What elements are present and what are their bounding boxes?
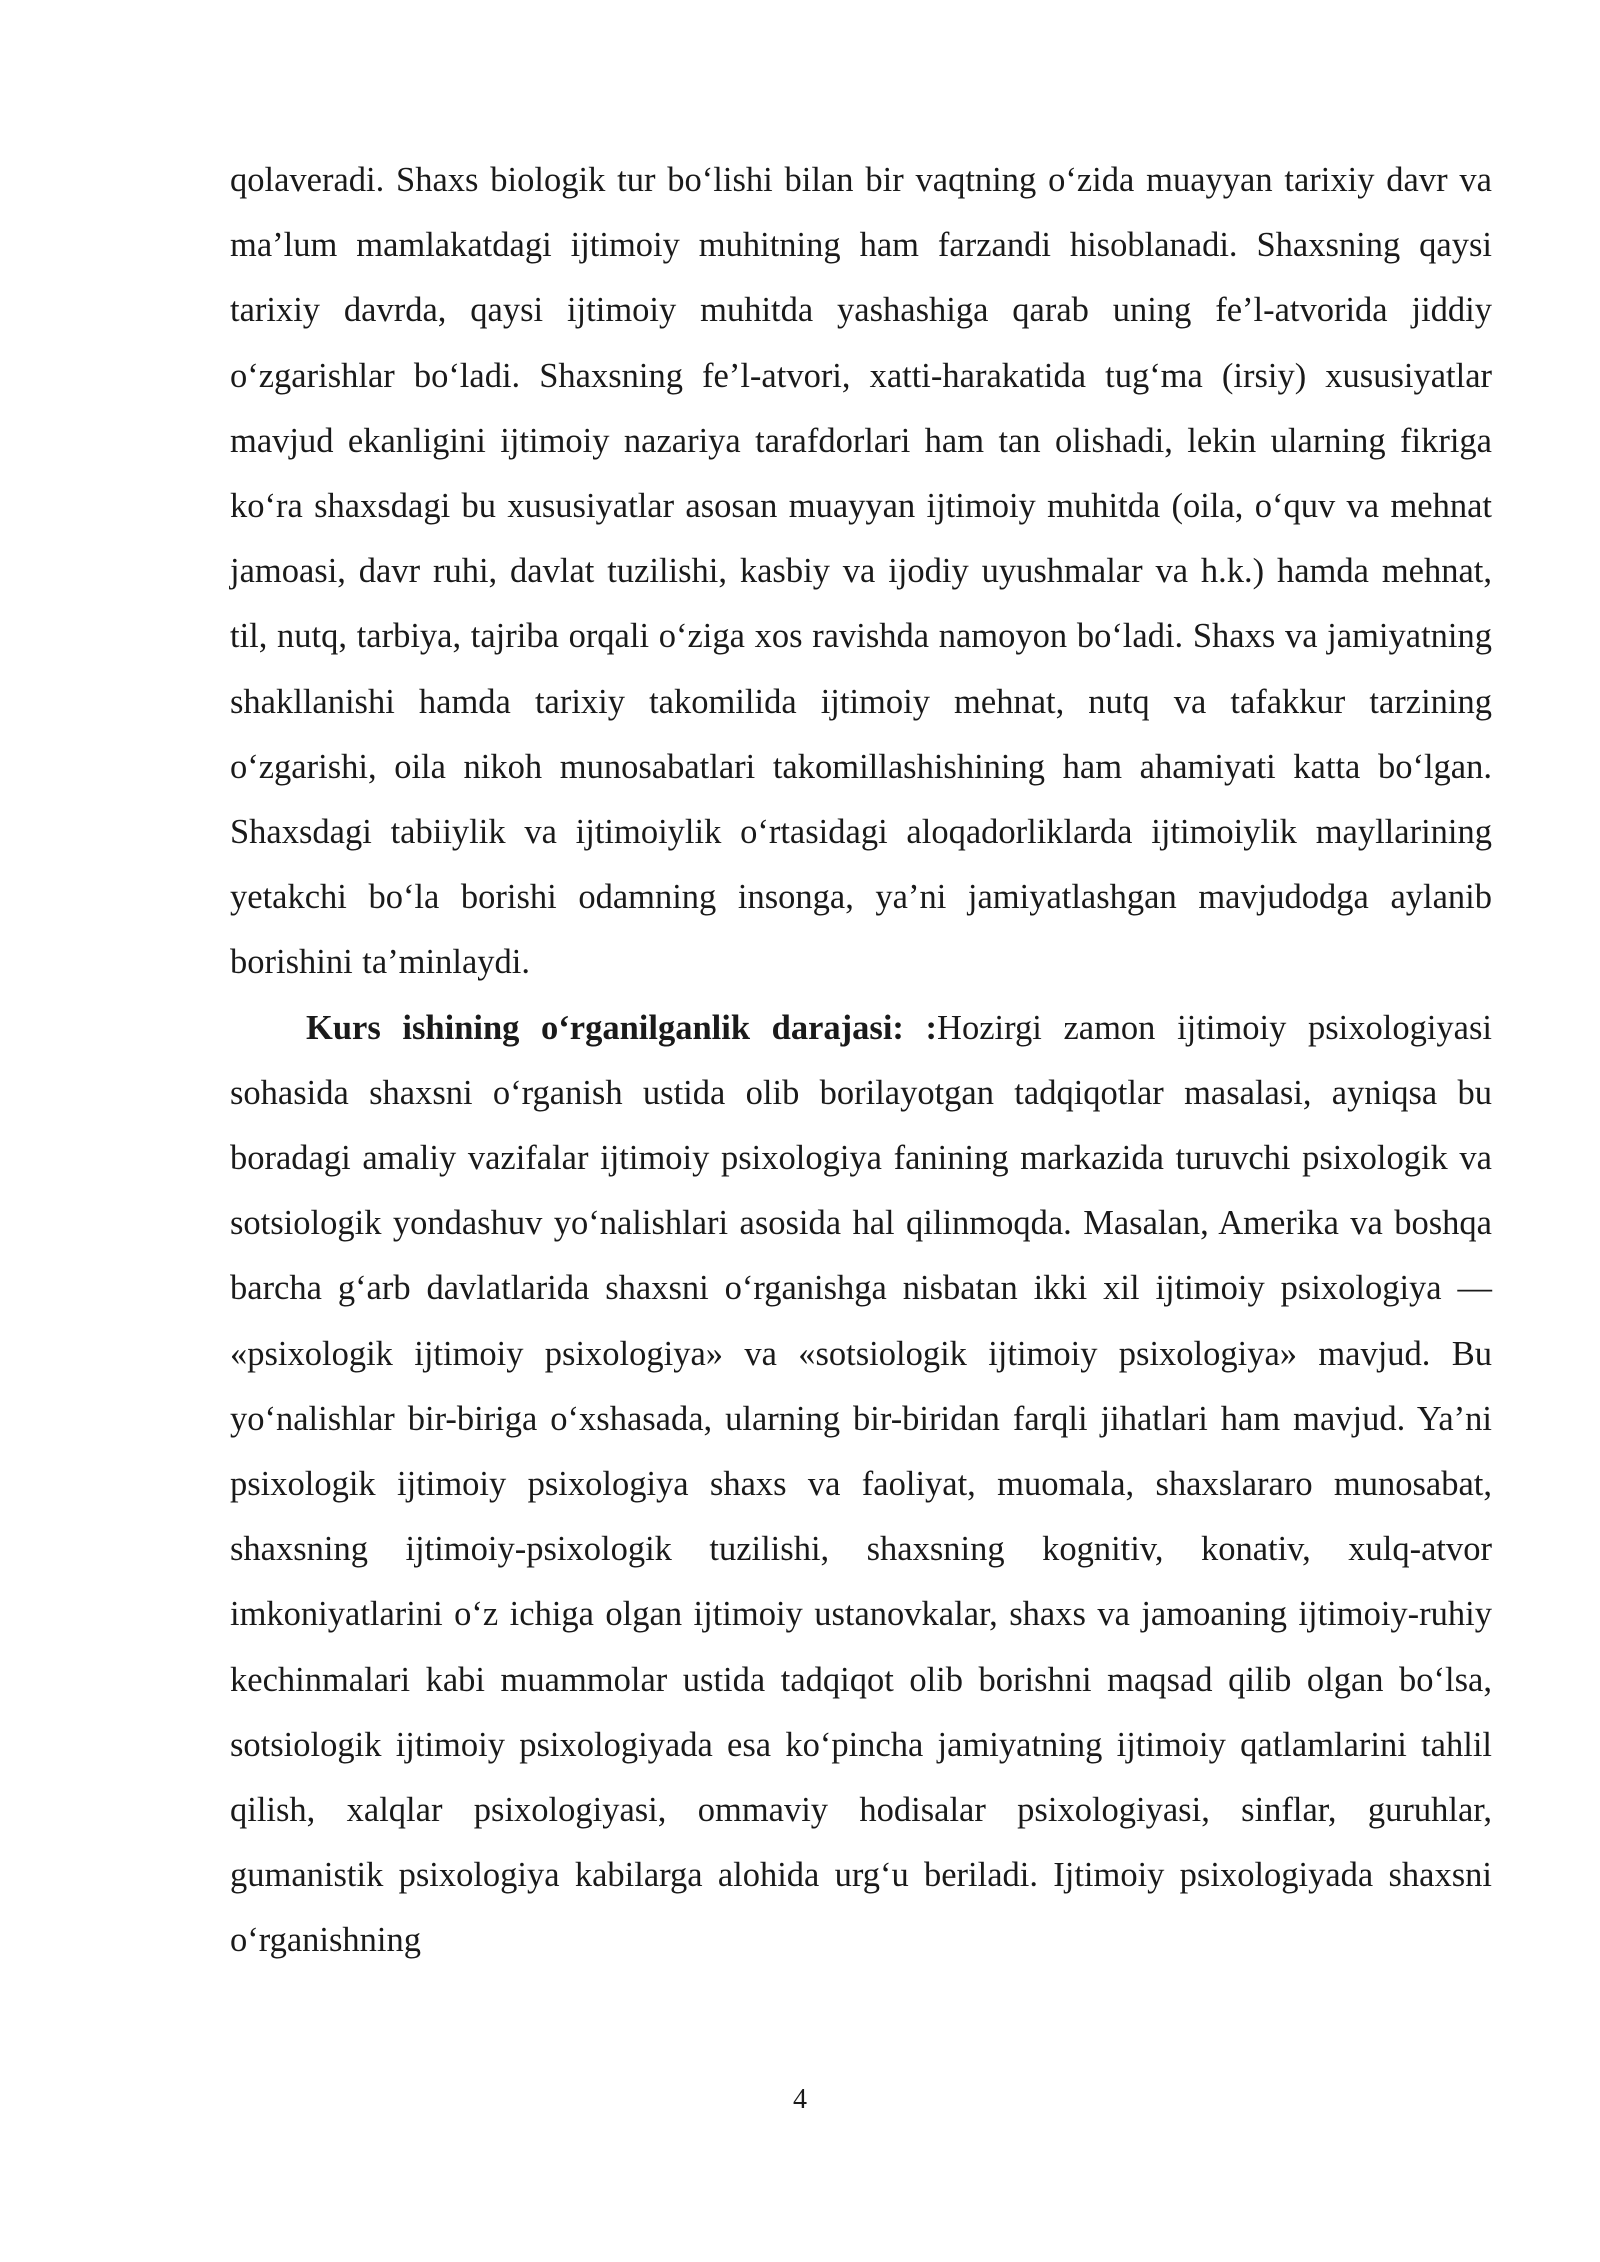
body-paragraph-2 bbox=[230, 996, 1492, 1974]
document-page bbox=[230, 148, 1492, 1974]
body-paragraph-1 bbox=[230, 148, 1492, 996]
page-number: 4 bbox=[793, 2084, 807, 2115]
paragraph-text: Hozirgi zamon ijtimoiy psixologiyasi sohasida shaxsni o‘rganish ustida olib borilayotgan tadqiqotlar masalasi, ayniqsa bu boradagi amaliy vazifalar ijtimoiy psixologiya fanining markazida turuvchi psixologik va sotsiologik yondashuv yo‘nalishlari asosida hal qilinmoqda. Masalan, Amerika va boshqa barcha g‘arb davlatlarida shaxsni o‘rganishga nisbatan ikki xil ijtimoiy psixologiya — «psixologik ijtimoiy psixologiya» va «sotsiologik ijtimoiy psixologiya» mavjud. Bu yo‘nalishlar bir-biriga o‘xshasada, ularning bir-biridan farqli jihatlari ham mavjud. Ya’ni psixologik ijtimoiy psixologiya shaxs va faoliyat, muomala, shaxslararo munosabat, shaxsning ijtimoiy-psixologik tuzilishi, shaxsning kognitiv, konativ, xulq-atvor imkoniyatlarini o‘z ichiga olgan ijtimoiy ustanovkalar, shaxs va jamoaning ijtimoiy-ruhiy kechinmalari kabi muammolar ustida tadqiqot olib borishni maqsad qilib olgan bo‘lsa, sotsiologik ijtimoiy psixologiyada esa ko‘pincha jamiyatning ijtimoiy qatlamlarini tahlil qilish, xalqlar psixologiyasi, ommaviy hodisalar psixologiyasi, sinflar, guruhlar, gumanistik psixologiya kabilarga alohida urg‘u beriladi. Ijtimoiy psixologiyada shaxsni o‘rganishning bbox=[230, 1008, 1492, 1960]
paragraph-text: qolaveradi. Shaxs biologik tur bo‘lishi bilan bir vaqtning o‘zida muayyan tarixiy davr va ma’lum mamlakatdagi ijtimoiy muhitning ham farzandi hisoblanadi. Shaxsning qaysi tarixiy davrda, qaysi ijtimoiy muhitda yashashiga qarab uning fe’l-atvorida jiddiy o‘zgarishlar bo‘ladi. Shaxsning fe’l-atvori, xatti-harakatida tug‘ma (irsiy) xususiyatlar mavjud ekanligini ijtimoiy nazariya tarafdorlari ham tan olishadi, lekin ularning fikriga ko‘ra shaxsdagi bu xususiyatlar asosan muayyan ijtimoiy muhitda (oila, o‘quv va mehnat jamoasi, davr ruhi, davlat tuzilishi, kasbiy va ijodiy uyushmalar va h.k.) hamda mehnat, til, nutq, tarbiya, tajriba orqali o‘ziga xos ravishda namoyon bo‘ladi. Shaxs va jamiyatning shakllanishi hamda tarixiy takomilida ijtimoiy mehnat, nutq va tafakkur tarzining o‘zgarishi, oila nikoh munosabatlari takomillashishining ham ahamiyati katta bo‘lgan. Shaxsdagi tabiiylik va ijtimoiylik o‘rtasidagi aloqadorliklarda ijtimoiylik mayllarining yetakchi bo‘la borishi odamning insonga, ya’ni jamiyatlashgan mavjudodga aylanib borishini ta’minlaydi. bbox=[230, 161, 1492, 982]
section-heading-inline: Kurs ishining o‘rganilganlik darajasi: : bbox=[306, 1008, 938, 1047]
